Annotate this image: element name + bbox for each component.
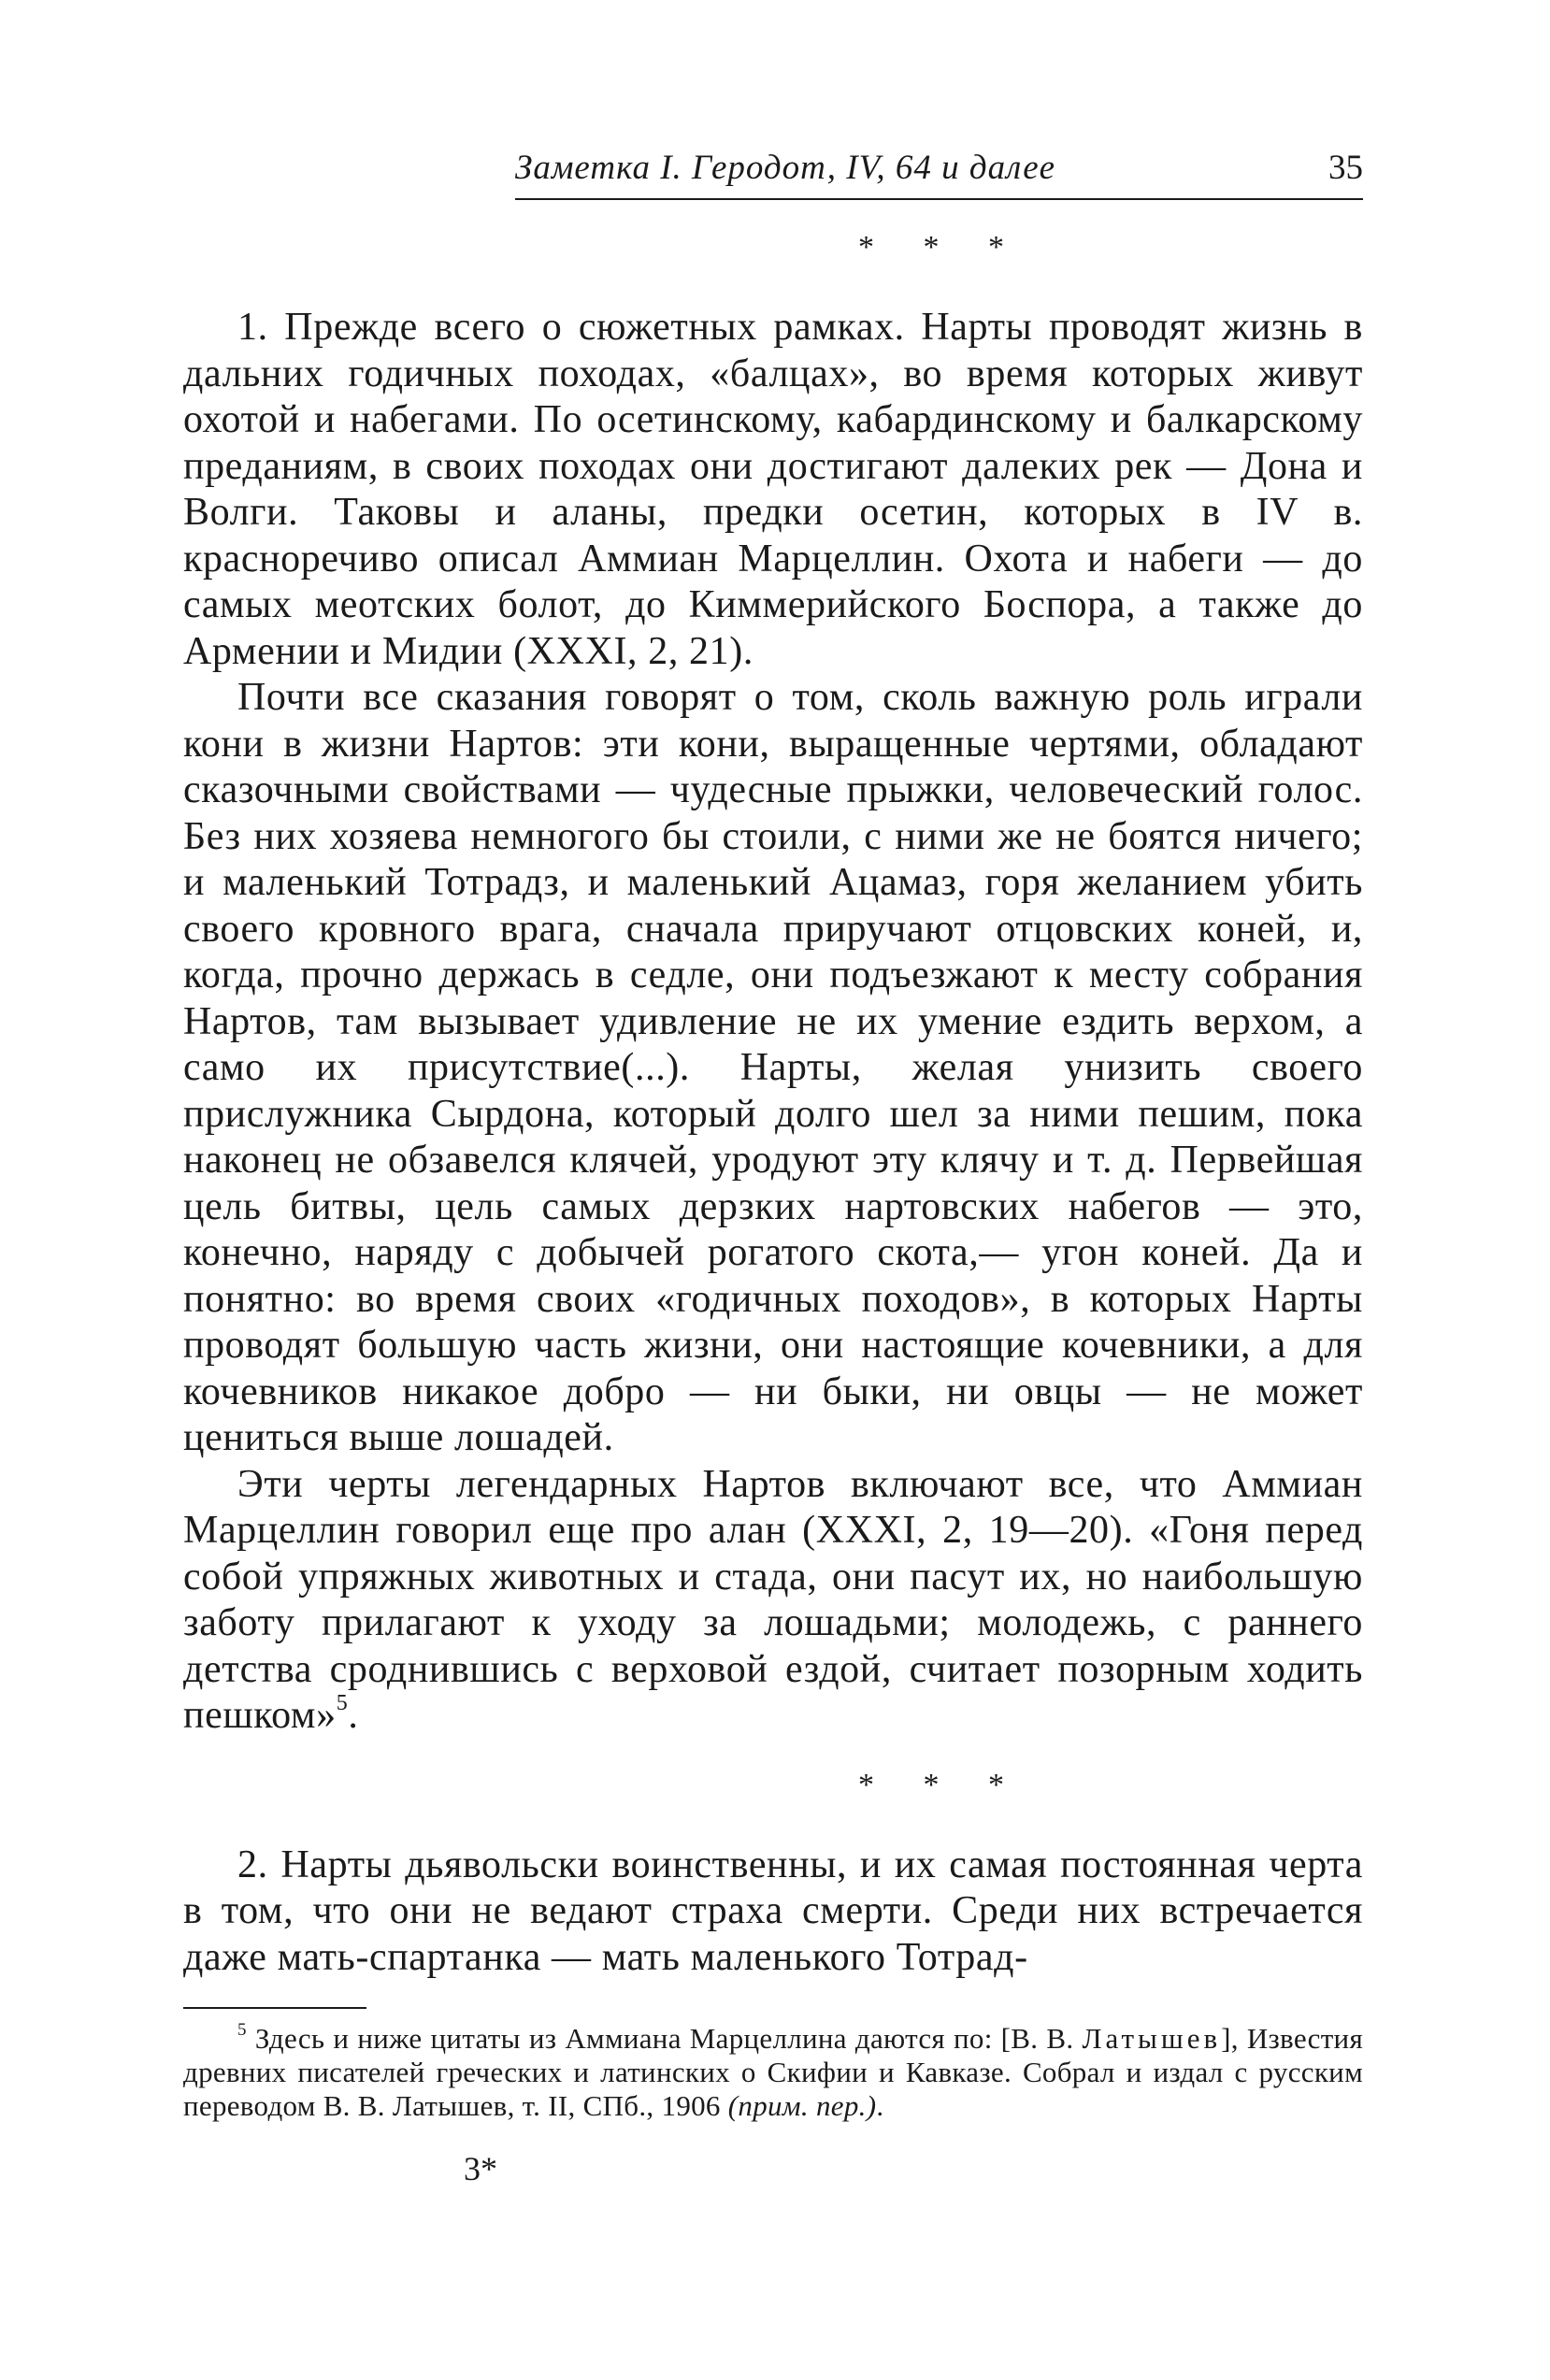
footnote-period: . <box>876 2089 884 2122</box>
section-divider-middle: * * * <box>858 1767 1025 1802</box>
signature-mark: 3* <box>464 2150 497 2187</box>
paragraph-1: 1. Прежде всего о сюжетных рамках. Нарты проводят жизнь в дальних годичных походах, «балцах», во время которых живут охотой и набегами. По осетинскому, кабардинскому и балкарскому преданиям, в своих походах они достигают далеких рек — Дона и Волги. Таковы и аланы, предки осетин, которых в IV в. красноречиво описал Аммиан Марцеллин. Охота и набеги — до самых меотских болот, до Киммерийского Боспора, а также до Армении и Мидии (XXXI, 2, 21). <box>183 306 1363 673</box>
footnote-reference: 5 <box>336 1691 349 1715</box>
page-number: 35 <box>1328 149 1363 187</box>
paragraph-4: 2. Нарты дьявольски воинственны, и их самая постоянная черта в том, что они не ведают страха смерти. Среди них встречается даже мать-спартанка — мать маленького Тотрад- <box>183 1842 1363 1979</box>
running-title: Заметка I. Геродот, IV, 64 и далее <box>515 149 1056 187</box>
footnote-author: Латышев <box>1082 2022 1222 2055</box>
footnote-text-start: Здесь и ниже цитаты из Аммиана Марцеллина даются по: [В. В. <box>246 2022 1083 2055</box>
paragraph-3-period: . <box>348 1694 359 1737</box>
footnote-number: 5 <box>237 2019 247 2040</box>
book-page <box>183 140 1363 2188</box>
footnote-text-end: ], Известия древних писателей греческих и латинских о Скифии и Кавказе. Собрал и издал с русским переводом В. В. Латышев, т. II, СПб., 1906 <box>183 2022 1364 2122</box>
running-header <box>515 140 1363 200</box>
footnote-translator-note: (прим. пер.) <box>727 2089 877 2122</box>
footnote-divider <box>183 2007 366 2009</box>
paragraph-2: Почти все сказания говорят о том, сколь важную роль играли кони в жизни Нартов: эти кони, выращенные чертями, обладают сказочными свойствами — чудесные прыжки, человеческий голос. Без них хозяева немногого бы стоили, с ними же не боятся ничего; и маленький Тотрадз, и маленький Ацамаз, горя желанием убить своего кровного врага, сначала приручают отцовских коней, и, когда, прочно держась в седле, они подъезжают к месту собрания Нартов, там вызывает удивление не их умение ездить верхом, а само их присутствие(...). Нарты, желая унизить своего прислужника Сырдона, который долго шел за ними пешим, пока наконец не обзавелся клячей, уродуют эту клячу и т. д. Первейшая цель битвы, цель самых дерзких нартовских набегов — это, конечно, наряду с добычей рогатого скота,— угон коней. Да и понятно: во время своих «годичных походов», в которых Нарты проводят большую часть жизни, они настоящие кочевники, а для кочевников никакое добро — ни быки, ни овцы — не может цениться выше лошадей. <box>183 676 1363 1459</box>
footnote-5 <box>183 2019 1364 2123</box>
paragraph-3-text: Эти черты легендарных Нартов включают все, что Аммиан Марцеллин говорил еще про алан (XXXI, 2, 19—20). «Гоня перед собой упряжных животных и стада, они пасут их, но наибольшую заботу прилагают к уходу за лошадьми; молодежь, с раннего детства сроднившись с верховой ездой, считает позорным ходить пешком» <box>183 1462 1363 1737</box>
paragraph-3 <box>183 1462 1363 1740</box>
section-divider-top: * * * <box>858 230 1025 265</box>
